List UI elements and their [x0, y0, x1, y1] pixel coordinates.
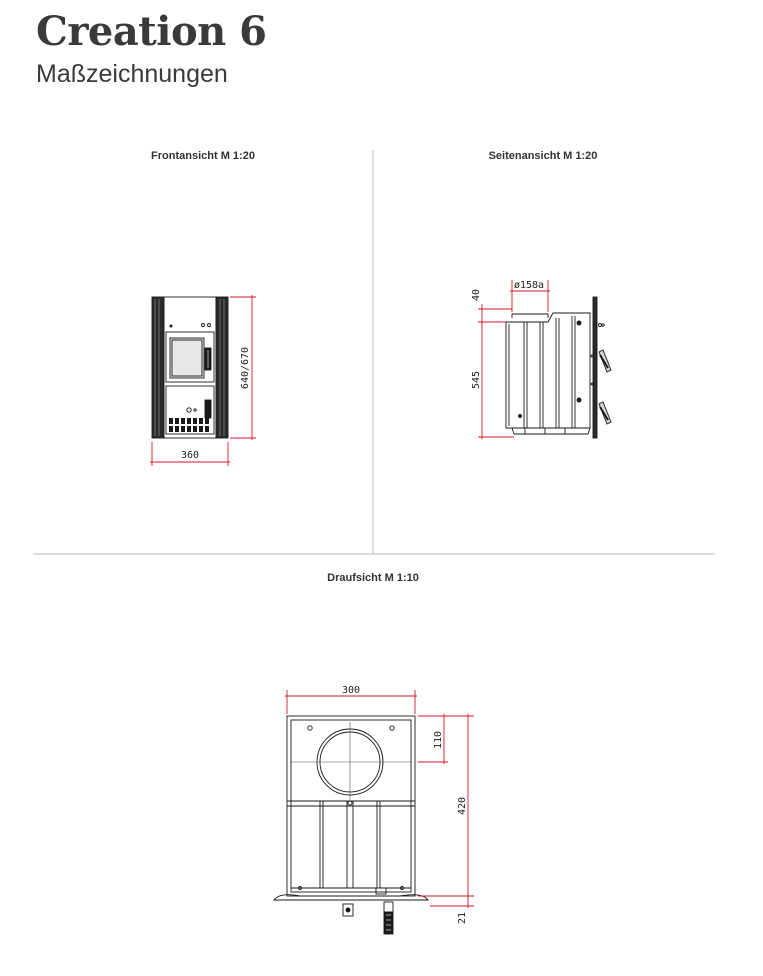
side-view-caption: Seitenansicht M 1:20 — [488, 150, 598, 162]
top-view-dimensions — [285, 690, 474, 908]
side-top-offset-label: 40 — [471, 288, 482, 302]
page-subtitle: Maßzeichnungen — [36, 60, 228, 88]
top-view-drawing — [274, 716, 428, 934]
top-width-label: 300 — [341, 685, 361, 696]
top-view-caption: Draufsicht M 1:10 — [327, 572, 419, 584]
front-view-drawing — [152, 297, 228, 438]
top-flue-offset-label: 110 — [433, 730, 444, 750]
top-handle-offset-label: 21 — [457, 911, 468, 925]
side-view-drawing — [506, 297, 611, 438]
front-height-label: 640/670 — [240, 346, 251, 390]
page-title: Creation 6 — [36, 8, 267, 55]
front-view-caption: Frontansicht M 1:20 — [151, 150, 255, 162]
top-depth-label: 420 — [457, 796, 468, 816]
side-view-dimensions — [478, 280, 550, 439]
side-height-label: 545 — [471, 370, 482, 390]
front-width-label: 360 — [180, 450, 200, 461]
side-flue-diameter-label: ø158a — [513, 280, 545, 291]
